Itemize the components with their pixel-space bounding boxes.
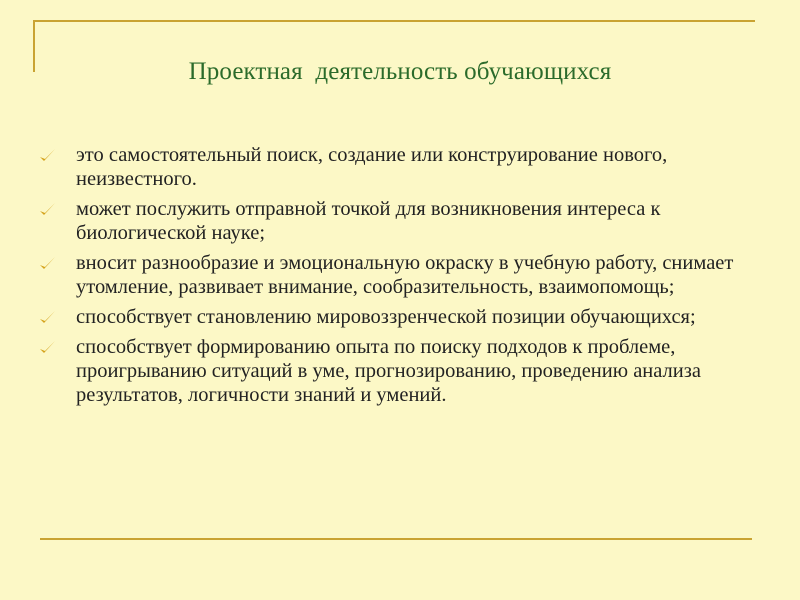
list-item [36, 251, 761, 299]
check-icon [38, 200, 58, 220]
check-icon [38, 308, 58, 328]
list-item-text: способствует становлению мировоззренческой позиции обучающихся; [76, 306, 696, 328]
list-item-text: может послужить отправной точкой для возникновения интереса к биологической науке; [76, 198, 661, 244]
list-item [36, 197, 761, 245]
list-item [36, 335, 761, 407]
list-item-text: вносит разнообразие и эмоциональную окраску в учебную работу, снимает утомление, развивает внимание, сообразительность, взаимопомощь; [76, 252, 734, 298]
frame-top-line [33, 20, 755, 22]
list-item [36, 143, 761, 191]
check-icon [38, 254, 58, 274]
frame-bottom-line [40, 538, 752, 540]
list-item-text: это самостоятельный поиск, создание или конструирование нового, неизвестного. [76, 144, 668, 190]
list-item [36, 305, 761, 329]
check-icon [38, 338, 58, 358]
bullet-list [36, 143, 761, 413]
list-item-text: способствует формированию опыта по поиску подходов к проблеме, проигрыванию ситуаций в уме, прогнозированию, проведению анализа результатов, логичности знаний и умений. [76, 336, 701, 406]
check-icon [38, 146, 58, 166]
slide-title: Проектная деятельность обучающихся [188, 58, 612, 85]
